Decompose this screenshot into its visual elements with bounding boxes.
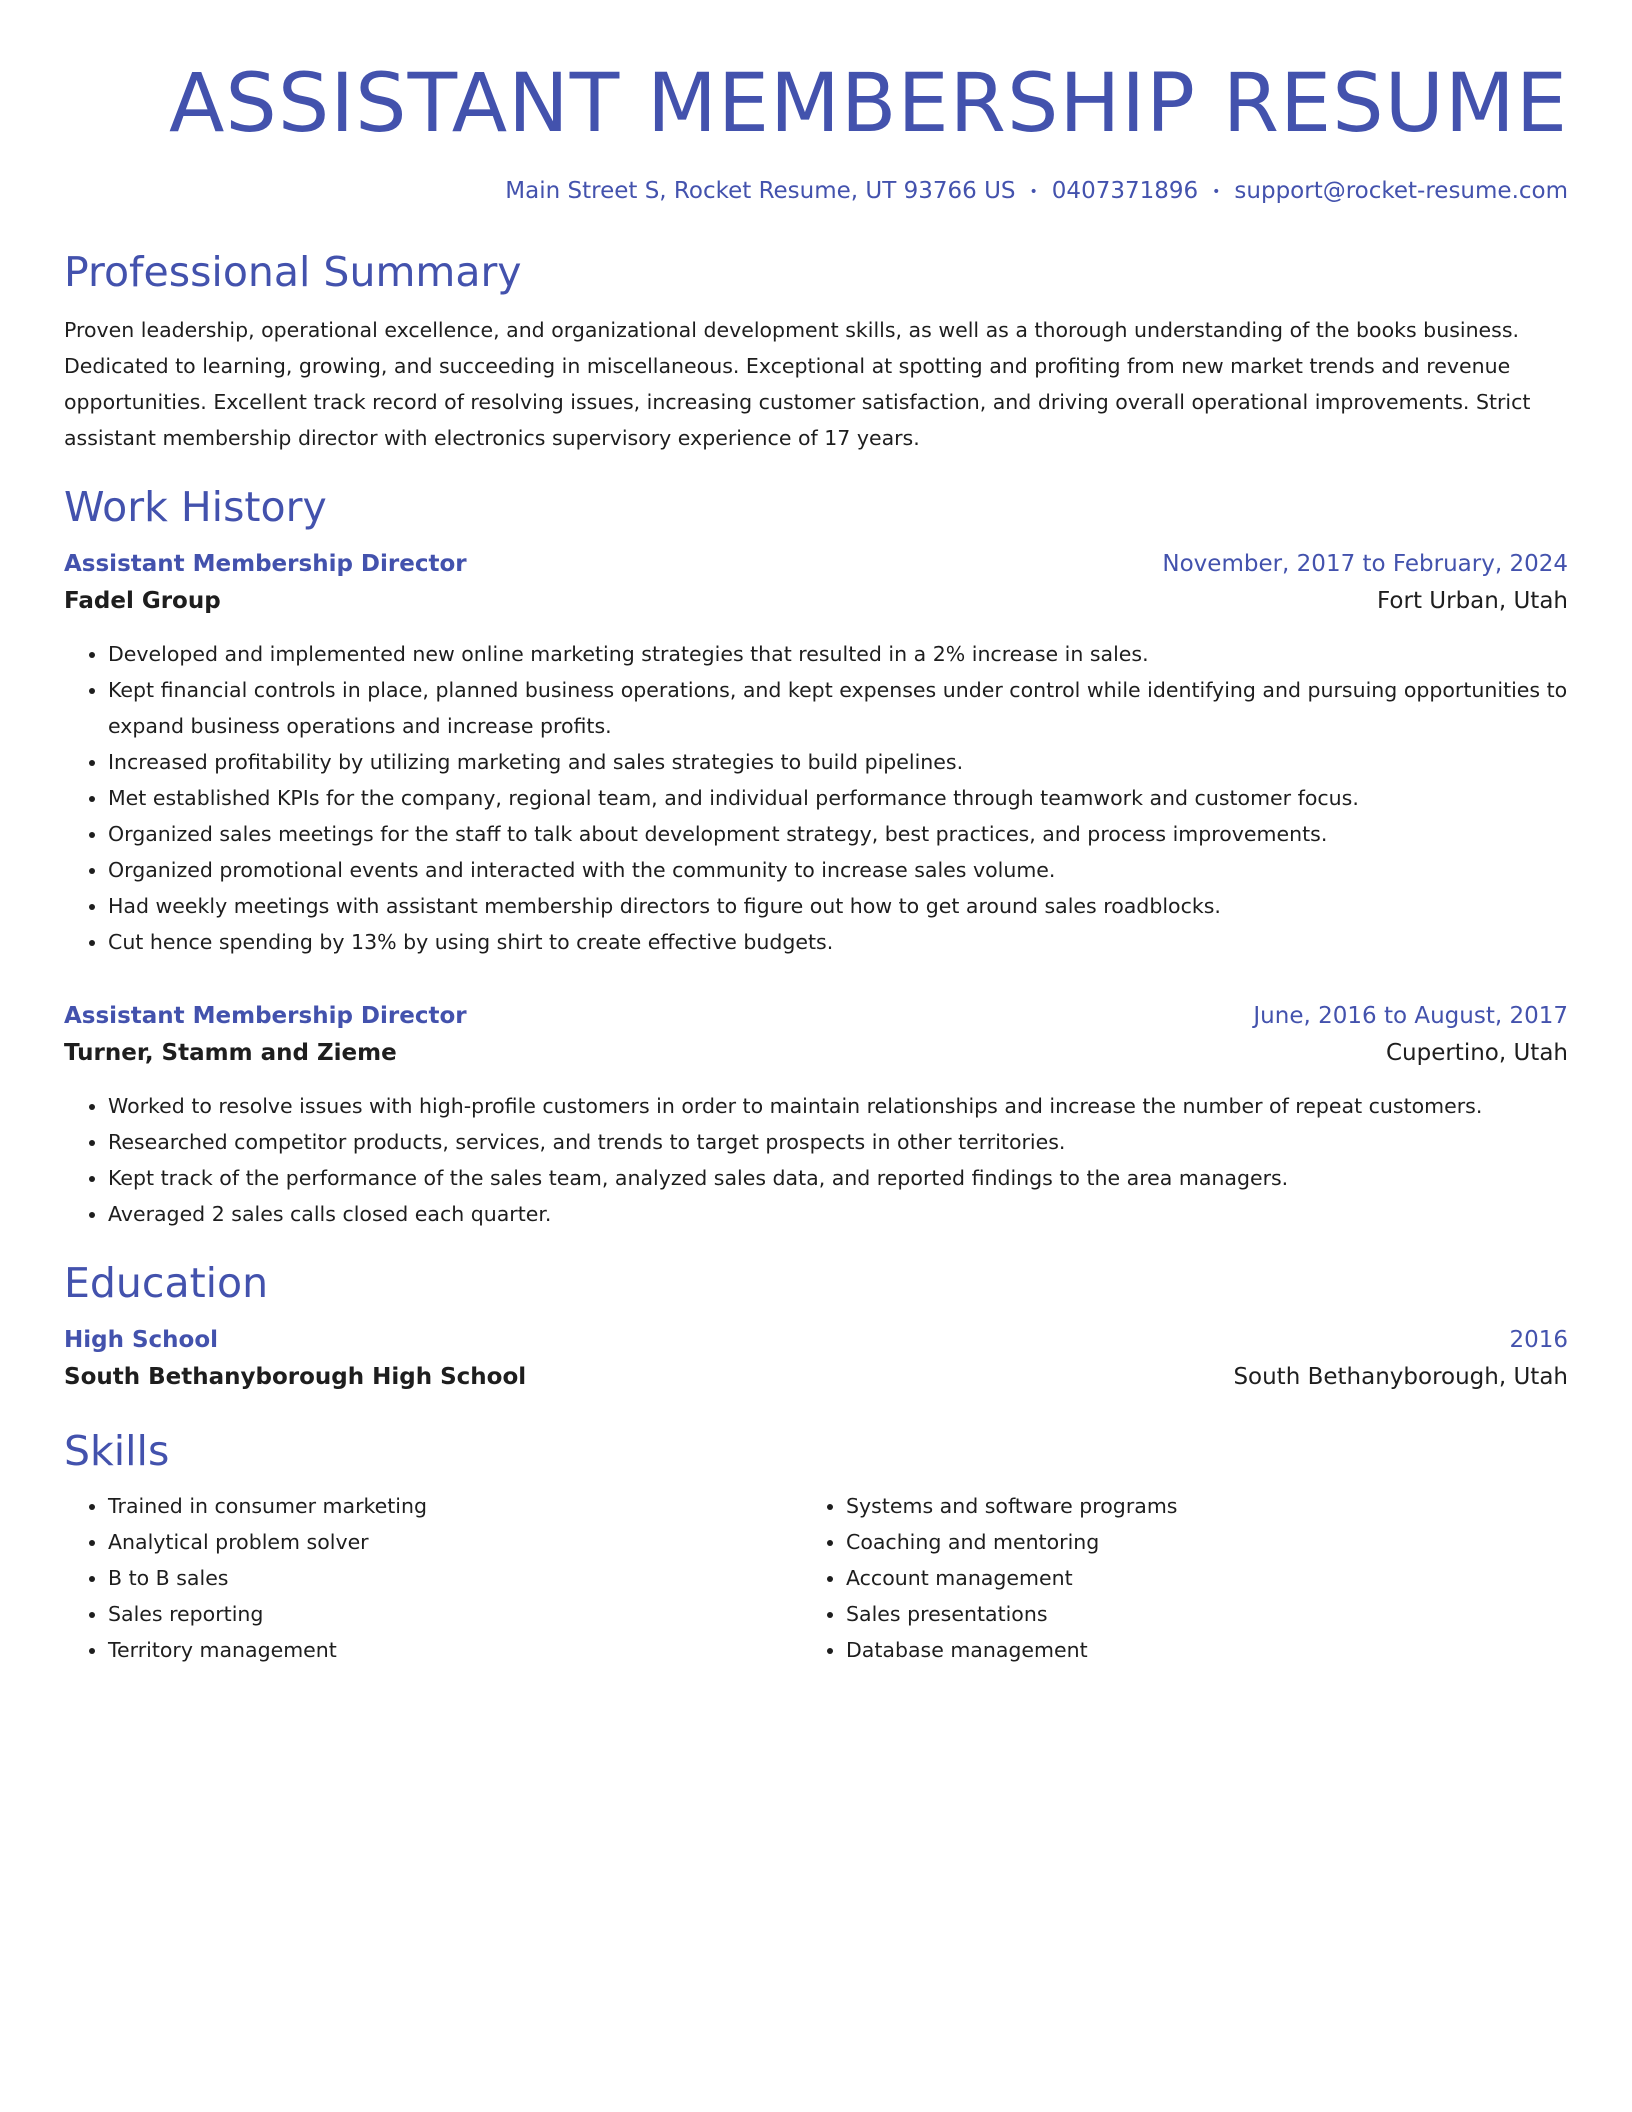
job-bullet-list xyxy=(64,1088,1568,1232)
work-history-section xyxy=(64,482,1568,1232)
skills-list-right xyxy=(802,1488,1542,1668)
job-dates: June, 2016 to August, 2017 xyxy=(1253,1002,1568,1029)
skill-item: • Sales presentations xyxy=(846,1596,1542,1632)
summary-section xyxy=(64,247,1568,456)
job-bullet-list xyxy=(64,636,1568,960)
resume-title: ASSISTANT MEMBERSHIP RESUME xyxy=(169,57,1568,151)
job-bullet: • Researched competitor products, services, and trends to target prospects in other territories. xyxy=(108,1124,1568,1160)
work-history-heading: Work History xyxy=(64,482,327,531)
skill-item: • Systems and software programs xyxy=(846,1488,1542,1524)
summary-text: Proven leadership, operational excellence, and organizational development skills, as well as a thorough understanding of the books business. Dedicated to learning, growing, and succeeding in miscellaneous. Exceptional at spotting and profiting from new market trends and revenue opportunities. Excellent track record of resolving issues, increasing customer satisfaction, and driving overall operational improvements. Strict assistant membership director with electronics supervisory experience of 17 years. xyxy=(64,317,1531,450)
skill-item: • B to B sales xyxy=(108,1560,802,1596)
skill-item: • Sales reporting xyxy=(108,1596,802,1632)
education-heading: Education xyxy=(64,1258,269,1307)
skill-item: • Analytical problem solver xyxy=(108,1524,802,1560)
skills-heading: Skills xyxy=(64,1426,170,1475)
education-location: South Bethanyborough, Utah xyxy=(1233,1363,1568,1390)
job-bullet: • Had weekly meetings with assistant membership directors to figure out how to get around sales roadblocks. xyxy=(108,888,1568,924)
job-role: Assistant Membership Director xyxy=(64,550,467,577)
skill-item: • Trained in consumer marketing xyxy=(108,1488,802,1524)
job-role: Assistant Membership Director xyxy=(64,1002,467,1029)
contact-line xyxy=(64,176,1568,207)
job-bullet: • Kept financial controls in place, planned business operations, and kept expenses under control while identifying and pursuing opportunities to expand business operations and increase profits. xyxy=(108,672,1568,744)
job-bullet: • Worked to resolve issues with high-profile customers in order to maintain relationships and increase the number of repeat customers. xyxy=(108,1088,1568,1124)
education-degree: High School xyxy=(64,1326,219,1353)
job-bullet: • Met established KPIs for the company, regional team, and individual performance through teamwork and customer focus. xyxy=(108,780,1568,816)
contact-separator: • xyxy=(1029,183,1038,200)
job-company: Turner, Stamm and Zieme xyxy=(64,1039,397,1066)
skill-item: • Database management xyxy=(846,1632,1542,1668)
education-entry xyxy=(64,1322,1568,1396)
skills-list-left xyxy=(64,1488,802,1668)
job-company: Fadel Group xyxy=(64,587,221,614)
job-location: Cupertino, Utah xyxy=(1385,1039,1568,1066)
skills-section xyxy=(64,1426,1568,1668)
skills-columns xyxy=(64,1488,1568,1668)
job-bullet: • Developed and implemented new online marketing strategies that resulted in a 2% increase in sales. xyxy=(108,636,1568,672)
contact-email: support@rocket-resume.com xyxy=(1234,178,1568,204)
job-bullet: • Averaged 2 sales calls closed each quarter. xyxy=(108,1196,1568,1232)
job-entry xyxy=(64,546,1568,960)
education-section xyxy=(64,1258,1568,1396)
skill-item: • Account management xyxy=(846,1560,1542,1596)
skill-item: • Territory management xyxy=(108,1632,802,1668)
job-bullet: • Kept track of the performance of the sales team, analyzed sales data, and reported findings to the area managers. xyxy=(108,1160,1568,1196)
job-bullet: • Cut hence spending by 13% by using shirt to create effective budgets. xyxy=(108,924,1568,960)
job-bullet: • Organized promotional events and interacted with the community to increase sales volume. xyxy=(108,852,1568,888)
summary-heading: Professional Summary xyxy=(64,247,522,296)
job-location: Fort Urban, Utah xyxy=(1377,587,1568,614)
contact-address: Main Street S, Rocket Resume, UT 93766 US xyxy=(505,178,1016,204)
job-entry xyxy=(64,998,1568,1232)
contact-separator: • xyxy=(1212,183,1221,200)
education-school: South Bethanyborough High School xyxy=(64,1363,527,1390)
education-year: 2016 xyxy=(1509,1326,1568,1353)
job-dates: November, 2017 to February, 2024 xyxy=(1162,550,1568,577)
job-bullet: • Organized sales meetings for the staff to talk about development strategy, best practices, and process improvements. xyxy=(108,816,1568,852)
skill-item: • Coaching and mentoring xyxy=(846,1524,1542,1560)
job-bullet: • Increased profitability by utilizing marketing and sales strategies to build pipelines. xyxy=(108,744,1568,780)
contact-phone: 0407371896 xyxy=(1051,178,1199,204)
